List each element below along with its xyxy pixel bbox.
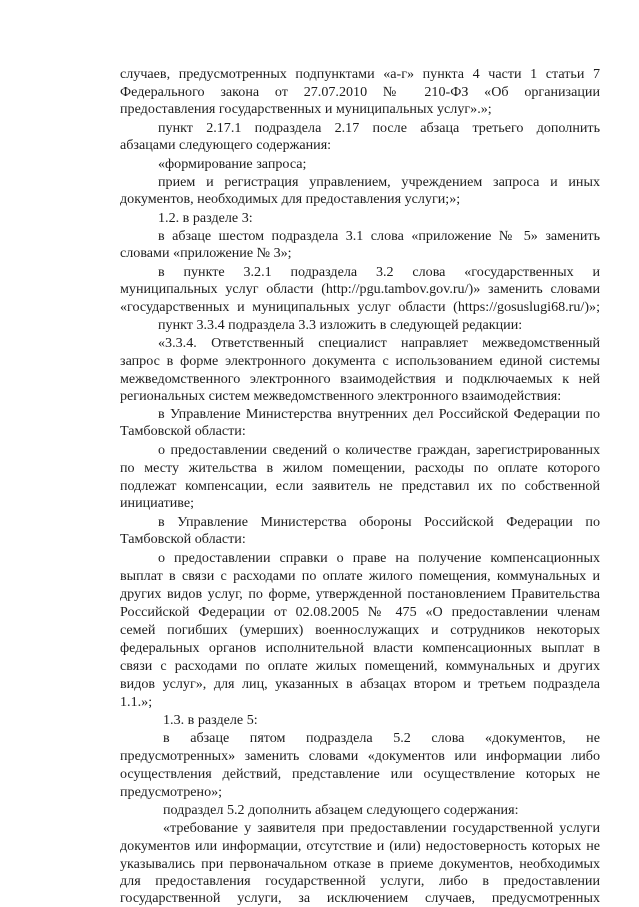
text-line: документов, необходимых для предоставления услуги;»; — [120, 191, 461, 207]
text-line: осуществления действий, представление или осуществление которых не — [120, 766, 600, 782]
text-line: видов услуг», для лиц, указанных в абзацах втором и третьем подраздела — [120, 676, 600, 692]
text-line: Тамбовской области: — [120, 423, 246, 439]
text-line: выплат в связи с расходами по оплате жилого помещения, коммунальных и — [120, 568, 600, 584]
text-line: указывались при первоначальном отказе в приеме документов, необходимых — [120, 856, 600, 872]
text-line: пункт 2.17.1 подраздела 2.17 после абзаца третьего дополнить — [158, 120, 600, 136]
text-line: для предоставления государственной услуги, либо в предоставлении — [120, 873, 600, 889]
text-line: о предоставлении сведений о количестве граждан, зарегистрированных — [158, 442, 600, 458]
text-line: пункт 3.3.4 подраздела 3.3 изложить в следующей редакции: — [158, 317, 523, 333]
text-line: инициативе; — [120, 495, 195, 511]
text-line: «3.3.4. Ответственный специалист направляет межведомственный — [158, 335, 600, 351]
text-line: региональных систем межведомственного электронного взаимодействия: — [120, 388, 562, 404]
text-line: в Управление Министерства обороны Российской Федерации по — [158, 514, 600, 530]
text-line: семей погибших (умерших) военнослужащих и сотрудников некоторых — [120, 622, 600, 638]
text-line: Федерального закона от 27.07.2010 № 210-ФЗ «Об организации — [120, 84, 600, 100]
text-line: подлежат компенсации, если заявитель не представил их по собственной — [120, 478, 600, 494]
text-line: муниципальных услуг области (http://pgu.tambov.gov.ru/)» заменить словами — [120, 281, 600, 297]
text-line: в Управление Министерства внутренних дел Российской Федерации по — [158, 406, 600, 422]
text-line: словами «приложение № 3»; — [120, 245, 292, 261]
text-line: государственной услуги, за исключением случаев, предусмотренных — [120, 890, 600, 906]
text-line: случаев, предусмотренных подпунктами «а-г» пункта 4 части 1 статьи 7 — [120, 66, 600, 82]
text-line: межведомственного электронного взаимодействия и подключаемых к ней — [120, 371, 600, 387]
text-line: «формирование запроса; — [158, 156, 307, 172]
text-line: в пункте 3.2.1 подраздела 3.2 слова «государственных и — [158, 264, 600, 280]
text-line: в абзаце шестом подраздела 3.1 слова «приложение № 5» заменить — [158, 228, 600, 244]
text-line: Российской Федерации от 02.08.2005 № 475 «О предоставлении членам — [120, 604, 600, 620]
text-line: в абзаце пятом подраздела 5.2 слова «документов, не — [163, 730, 600, 746]
text-line: абзацами следующего содержания: — [120, 137, 332, 153]
text-line: предусмотрено»; — [120, 784, 223, 800]
text-line: 1.1.»; — [120, 694, 153, 710]
text-line: запрос в форме электронного документа с использованием единой системы — [120, 353, 600, 369]
text-line: 1.2. в разделе 3: — [158, 210, 253, 226]
text-line: предоставления государственных и муниципальных услуг».»; — [120, 101, 492, 117]
text-line: подраздел 5.2 дополнить абзацем следующего содержания: — [163, 802, 519, 818]
text-line: предусмотренных» заменить словами «документов или информации либо — [120, 748, 600, 764]
text-line: документов или информации, отсутствие и (или) недостоверность которых не — [120, 838, 600, 854]
text-line: «требование у заявителя при предоставлении государственной услуги — [163, 820, 600, 836]
text-line: о предоставлении справки о праве на получение компенсационных — [158, 550, 600, 566]
text-line: по месту жительства в жилом помещении, расходы по оплате которого — [120, 460, 600, 476]
text-line: связи с расходами по оплате жилых помещений, коммунальных и других — [120, 658, 600, 674]
text-line: федеральных органов исполнительной власти компенсационных выплат в — [120, 640, 600, 656]
text-line: 1.3. в разделе 5: — [163, 712, 258, 728]
text-line: других видов услуг, по форме, утвержденной постановлением Правительства — [120, 586, 600, 602]
text-line: «государственных и муниципальных услуг области (https://gosuslugi68.ru/)»; — [120, 299, 600, 315]
text-line: прием и регистрация управлением, учреждением запроса и иных — [158, 174, 600, 190]
text-line: Тамбовской области: — [120, 531, 246, 547]
